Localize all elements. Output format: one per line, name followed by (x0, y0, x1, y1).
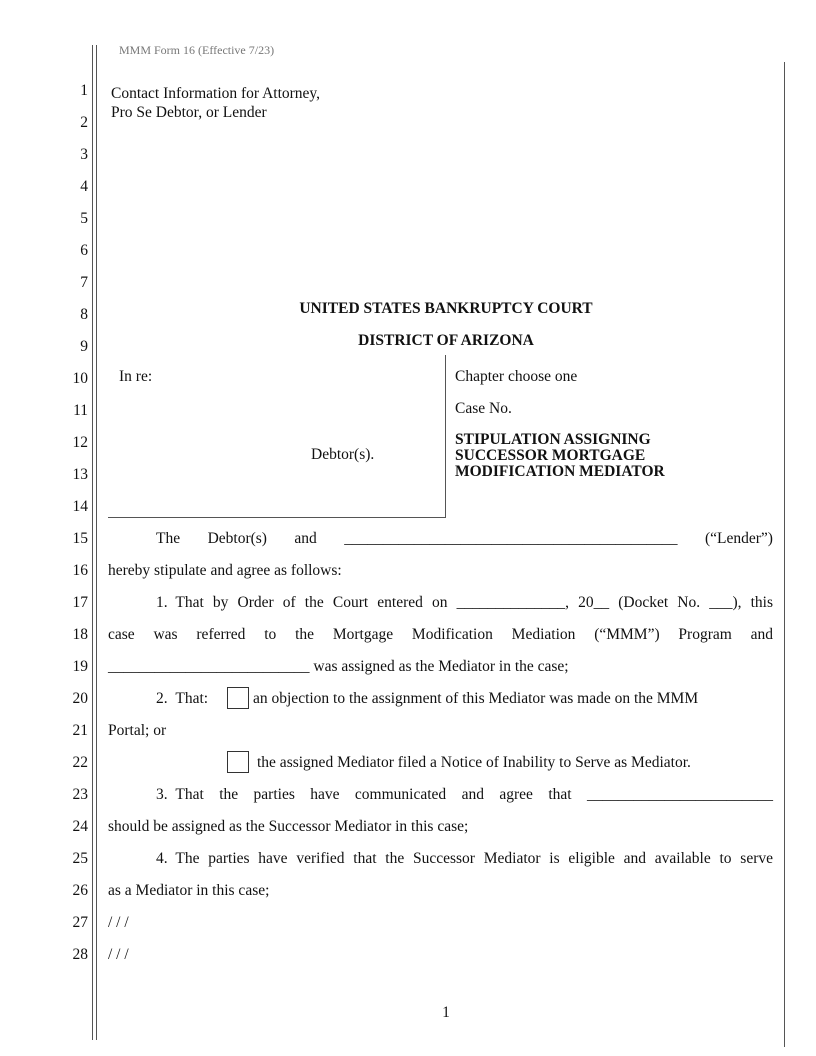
line-number: 5 (80, 210, 88, 227)
item-2-option-1-cont: Portal; or (108, 722, 167, 739)
continuation-slashes: / / / (108, 946, 129, 963)
line-number: 27 (72, 914, 88, 931)
line-number: 25 (72, 850, 88, 867)
title-line: SUCCESSOR MORTGAGE (455, 447, 646, 464)
line-number: 15 (72, 530, 88, 547)
line-number: 2 (80, 114, 88, 131)
line-number: 13 (72, 466, 88, 483)
left-margin-rule-inner (96, 45, 97, 1040)
title-line: MODIFICATION MEDIATOR (455, 463, 665, 480)
line-number: 21 (72, 722, 88, 739)
line-number: 9 (80, 338, 88, 355)
line-number: 19 (72, 658, 88, 675)
line-number: 22 (72, 754, 88, 771)
item-1-line-3: __________________________ was assigned as the Mediator in the case; (108, 658, 569, 675)
contact-line-2: Pro Se Debtor, or Lender (111, 104, 267, 121)
line-number: 20 (72, 690, 88, 707)
item-2-option-2: the assigned Mediator filed a Notice of Inability to Serve as Mediator. (257, 754, 691, 771)
line-number: 18 (72, 626, 88, 643)
intro-line (108, 530, 773, 548)
chapter-field[interactable]: Chapter choose one (455, 368, 578, 385)
line-number: 7 (80, 274, 88, 291)
line-number: 3 (80, 146, 88, 163)
line-number: 11 (73, 402, 88, 419)
line-number: 8 (80, 306, 88, 323)
item-1-line-2: case was referred to the Mortgage Modification Mediation (“MMM”) Program and (108, 626, 773, 643)
line-number: 17 (72, 594, 88, 611)
debtor-label: Debtor(s). (311, 446, 375, 463)
court-name: UNITED STATES BANKRUPTCY COURT (299, 300, 593, 317)
lender-name-blank[interactable]: ___________________________________________ (344, 530, 678, 547)
item-4-line-2: as a Mediator in this case; (108, 882, 270, 899)
line-number: 6 (80, 242, 88, 259)
line-number: 4 (80, 178, 88, 195)
line-number: 28 (72, 946, 88, 963)
item-2-option-1: an objection to the assignment of this Mediator was made on the MMM (253, 690, 699, 707)
line-number: 10 (72, 370, 88, 387)
caption-bottom-rule (108, 517, 446, 518)
intro-word: and (294, 530, 317, 547)
contact-line-1: Contact Information for Attorney, (111, 85, 321, 102)
line-number: 14 (72, 498, 88, 515)
item-2-prefix: 2. That: (156, 690, 209, 707)
line-number: 1 (80, 82, 88, 99)
intro-word: (“Lender”) (704, 530, 773, 547)
line-number: 12 (72, 434, 88, 451)
objection-checkbox[interactable] (227, 687, 249, 709)
intro-line-2: hereby stipulate and agree as follows: (108, 562, 342, 579)
in-re-label: In re: (119, 368, 153, 385)
continuation-slashes: / / / (108, 914, 129, 931)
line-number: 26 (72, 882, 88, 899)
case-number-field[interactable]: Case No. (455, 400, 512, 417)
line-number: 24 (72, 818, 88, 835)
inability-checkbox[interactable] (227, 751, 249, 773)
caption-vertical-rule (445, 355, 446, 517)
title-line: STIPULATION ASSIGNING (455, 431, 651, 448)
intro-word: The (156, 530, 181, 547)
item-3-line-1: 3. That the parties have communicated and agree that ________________________ (156, 786, 773, 803)
left-margin-rule-outer (92, 45, 93, 1040)
document-title (455, 432, 665, 480)
form-label: MMM Form 16 (Effective 7/23) (119, 43, 275, 57)
item-1-line-1: 1. That by Order of the Court entered on ______________, 20__ (Docket No. ___), this (156, 594, 773, 611)
right-margin-rule (784, 62, 785, 1047)
item-4-line-1: 4. The parties have verified that the Successor Mediator is eligible and available to serve (156, 850, 773, 867)
line-number: 23 (72, 786, 88, 803)
line-number: 16 (72, 562, 88, 579)
page-number: 1 (442, 1004, 450, 1021)
court-district: DISTRICT OF ARIZONA (358, 332, 534, 349)
intro-word: Debtor(s) (207, 530, 267, 547)
item-3-line-2: should be assigned as the Successor Mediator in this case; (108, 818, 469, 835)
